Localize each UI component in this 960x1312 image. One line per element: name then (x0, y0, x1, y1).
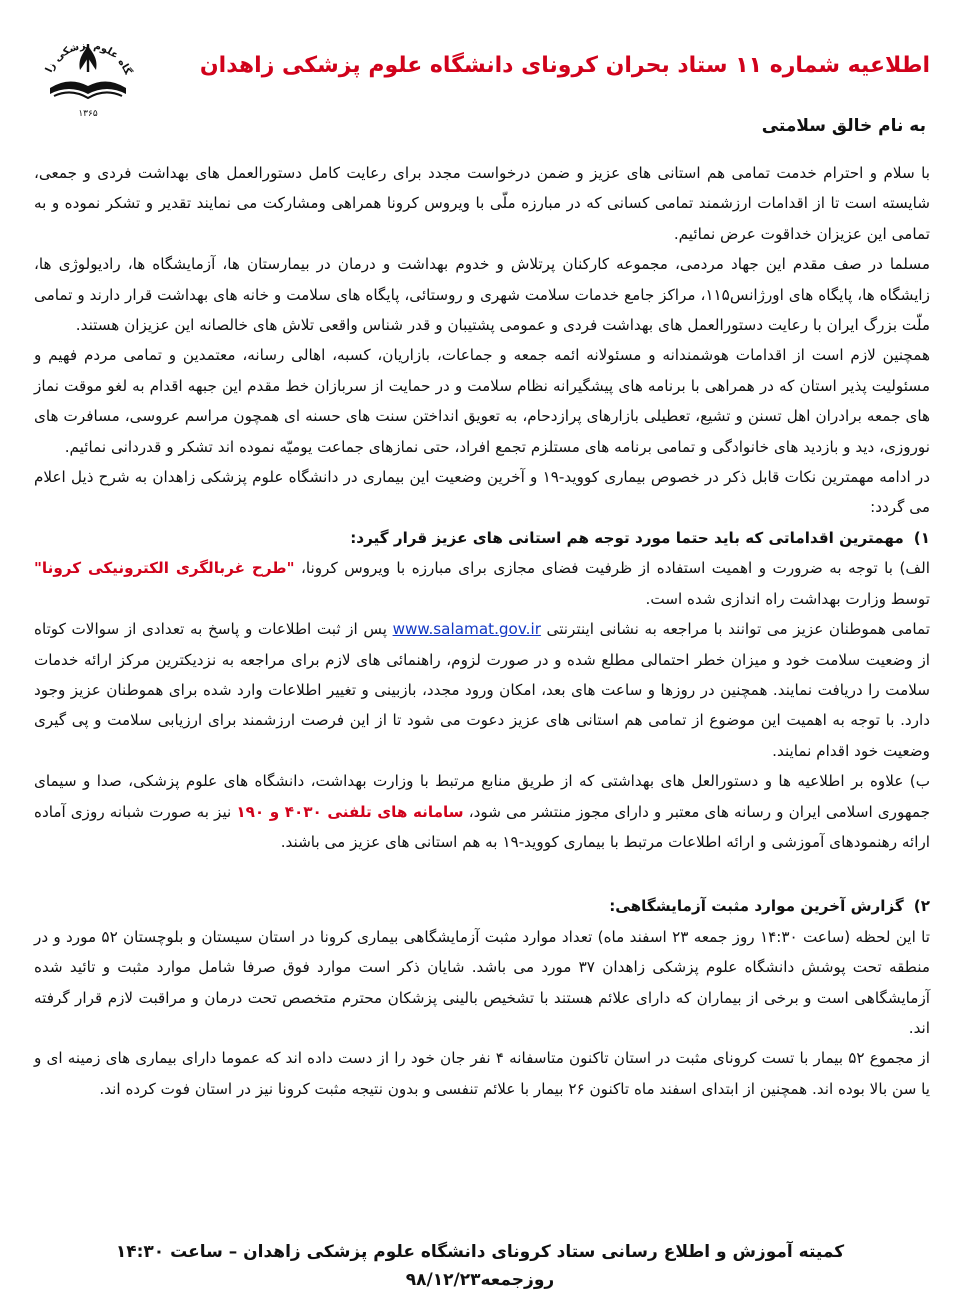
svg-text:دانشگاه علوم پزشکی زاهدان (36, 16, 135, 76)
item-a-highlight: "طرح غربالگری الکترونیکی کرونا" (34, 559, 295, 578)
section-2-title: گزارش آخرین موارد مثبت آزمایشگاهی: (609, 897, 904, 916)
item-b-text-end: نیز به صورت شبانه روزی آماده ارائه رهنمودهای آموزشی و ارائه اطلاعات مرتبط با بیماری کووید-۱۹ به هم استانی های عزیز می باشند. (34, 802, 930, 851)
item-a (34, 553, 930, 614)
item-b (34, 766, 930, 857)
section-2-paragraph-deaths: از مجموع ۵۲ بیمار با تست کرونای مثبت در استان تاکنون متاسفانه ۴ نفر جان خود را از دست داده اند که عموما دارای بیماری های زمینه ای و یا سن بالا بوده اند. همچنین از ابتدای اسفند ماه تاکنون ۲۶ بیمار با علائم تنفسی و بدون نتیجه مثبت کرونا نیز در استان فوت کرده اند. (34, 1049, 930, 1098)
item-a-text-end: توسط وزارت بهداشت راه اندازی شده است. (645, 589, 930, 608)
logo-arc-text: گاه علوم زشکی زا (43, 40, 134, 77)
paragraph-thanks: همچنین لازم است از اقدامات هوشمندانه و مسئولانه ائمه جمعه و جماعات، بازاریان، کسبه، اهالی رسانه، معتمدین و تمامی مردم فهیم و مسئولیت پذیر استان که در همراهی با برنامه های پیشگیرانه نظام سلامت و در حمایت از سربازان خط مقدم این جبهه اقدام به لغو موقت نماز های جمعه برادران اهل تسنن و تشیع، تعطیلی بازارهای پرازدحام، به تعویق انداختن سنت های حسنه ای همچون مراسم عروسی، مسافرت های نوروزی، دید و بازدید های خانوادگی و تمامی برنامه های مستلزم تجمع افراد، حتی نمازهای جماعت یومیّه نموده اند تشکر و قدردانی نمائیم. (34, 346, 930, 456)
section-1-number: ۱) (913, 528, 930, 547)
footer-signature: کمیته آموزش و اطلاع رسانی ستاد کرونای دانشگاه علوم پزشکی زاهدان – ساعت ۱۴:۳۰ روزجمعه۹۸/۱۲/۲۳ (115, 1242, 845, 1290)
item-b-text: ب) علاوه بر اطلاعیه ها و دستورالعل های بهداشتی که از طریق منابع مرتبط با وزارت بهداشت، دانشگاه های علوم پزشکی، صدا و سیمای جمهوری اسلامی ایران و رسانه های معتبر و دارای مجوز منتشر می شود، (34, 772, 931, 821)
paragraph-transition: در ادامه مهمترین نکات قابل ذکر در خصوص بیماری کووید-۱۹ و آخرین وضعیت این بیماری در دانشگاه علوم پزشکی زاهدان به شرح ذیل اعلام می گردد: (34, 468, 930, 517)
announcement-title: اطلاعیه شماره ۱۱ ستاد بحران کرونای دانشگاه علوم پزشکی زاهدان (199, 53, 930, 78)
section-2-paragraph-cases: تا این لحظه (ساعت ۱۴:۳۰ روز جمعه ۲۳ اسفند ماه) تعداد موارد مثبت آزمایشگاهی بیماری کرونا در استان سیستان و بلوچستان ۵۲ مورد و در منطقه تحت پوشش دانشگاه علوم پزشکی زاهدان ۳۷ مورد می باشد. شایان ذکر است موارد فوق صرفا شامل موارد مثبت و تائید شده آزمایشگاهی است و برخی از بیماران که دارای علائم هستند با تشخیص بالینی پزشکان محترم متخصص تحت درمان و مراقبت لازم قرار گرفته اند. (34, 927, 931, 1037)
item-a-text: الف) با توجه به ضرورت و اهمیت استفاده از ظرفیت فضای مجازی برای مبارزه با ویروس کرونا، (294, 559, 930, 578)
website-paragraph (34, 614, 930, 766)
announcement-body (34, 158, 930, 1104)
logo-year: ۱۳۶۵ (78, 109, 98, 119)
section-1-heading (34, 523, 930, 553)
university-emblem-icon (36, 16, 140, 126)
paragraph-frontline: مسلما در صف مقدم این جهاد مردمی، مجموعه کارکنان پرتلاش و خدوم بهداشت و درمان در بیمارستان ها، آزمایشگاه ها، رادیولوژی ها، زایشگاه ها، پایگاه های اورژانس۱۱۵، مراکز جامع خدمات سلامت شهری و روستائی، پایگاه های سلامت و خانه های بهداشت قرار دارند و تمامی ملّت بزرگ ایران با رعایت دستورالعمل های بهداشت فردی و عمومی پشتیبان و قدر شناس واقعی تلاش های خالصانه این عزیزان هستند. (34, 255, 930, 335)
greeting: به نام خالق سلامتی (761, 116, 926, 136)
website-after: پس از ثبت اطلاعات و پاسخ به تعدادی از سوالات کوتاه از وضعیت سلامت خود و میزان خطر احتمالی مطلع شده و در صورت لزوم، راهنمائی های لازم برای مراجعه به نزدیکترین مرکز ارائه خدمات سلامت را دریافت نمایند. همچنین در روزها و ساعت های بعد، امکان ورود مجدد، بازبینی و تغییر اطلاعات وارد شده برای هموطنان عزیز وجود دارد. با توجه به اهمیت این موضوع از تمامی هم استانی های عزیز دعوت می شود تا از این فرصت ارزشمند برای ارزیابی سلامت و پی گیری وضعیت خود اقدام نمایند. (34, 620, 930, 760)
paragraph-intro: با سلام و احترام خدمت تمامی هم استانی های عزیز و ضمن درخواست مجدد برای رعایت کامل دستورالعمل های بهداشت فردی و جمعی، شایسته است تا از اقدامات ارزشمند تمامی کسانی که در مبارزه ملّی با ویروس کرونا همراهی ومشارکت می نمایند تقدیر و تشکر نموده و به تمامی این عزیزان خداقوت عرض نمائیم. (34, 164, 930, 243)
section-2-heading (34, 891, 930, 921)
website-link[interactable]: www.salamat.gov.ir (392, 620, 541, 639)
section-1-title: مهمترین اقداماتی که باید حتما مورد توجه هم استانی های عزیز قرار گیرد: (350, 528, 904, 547)
item-b-highlight: سامانه های تلفنی ۴۰۳۰ و ۱۹۰ (236, 802, 464, 821)
section-2-number: ۲) (913, 897, 930, 916)
website-before: تمامی هموطنان عزیز می توانند با مراجعه به نشانی اینترنتی (540, 620, 930, 639)
